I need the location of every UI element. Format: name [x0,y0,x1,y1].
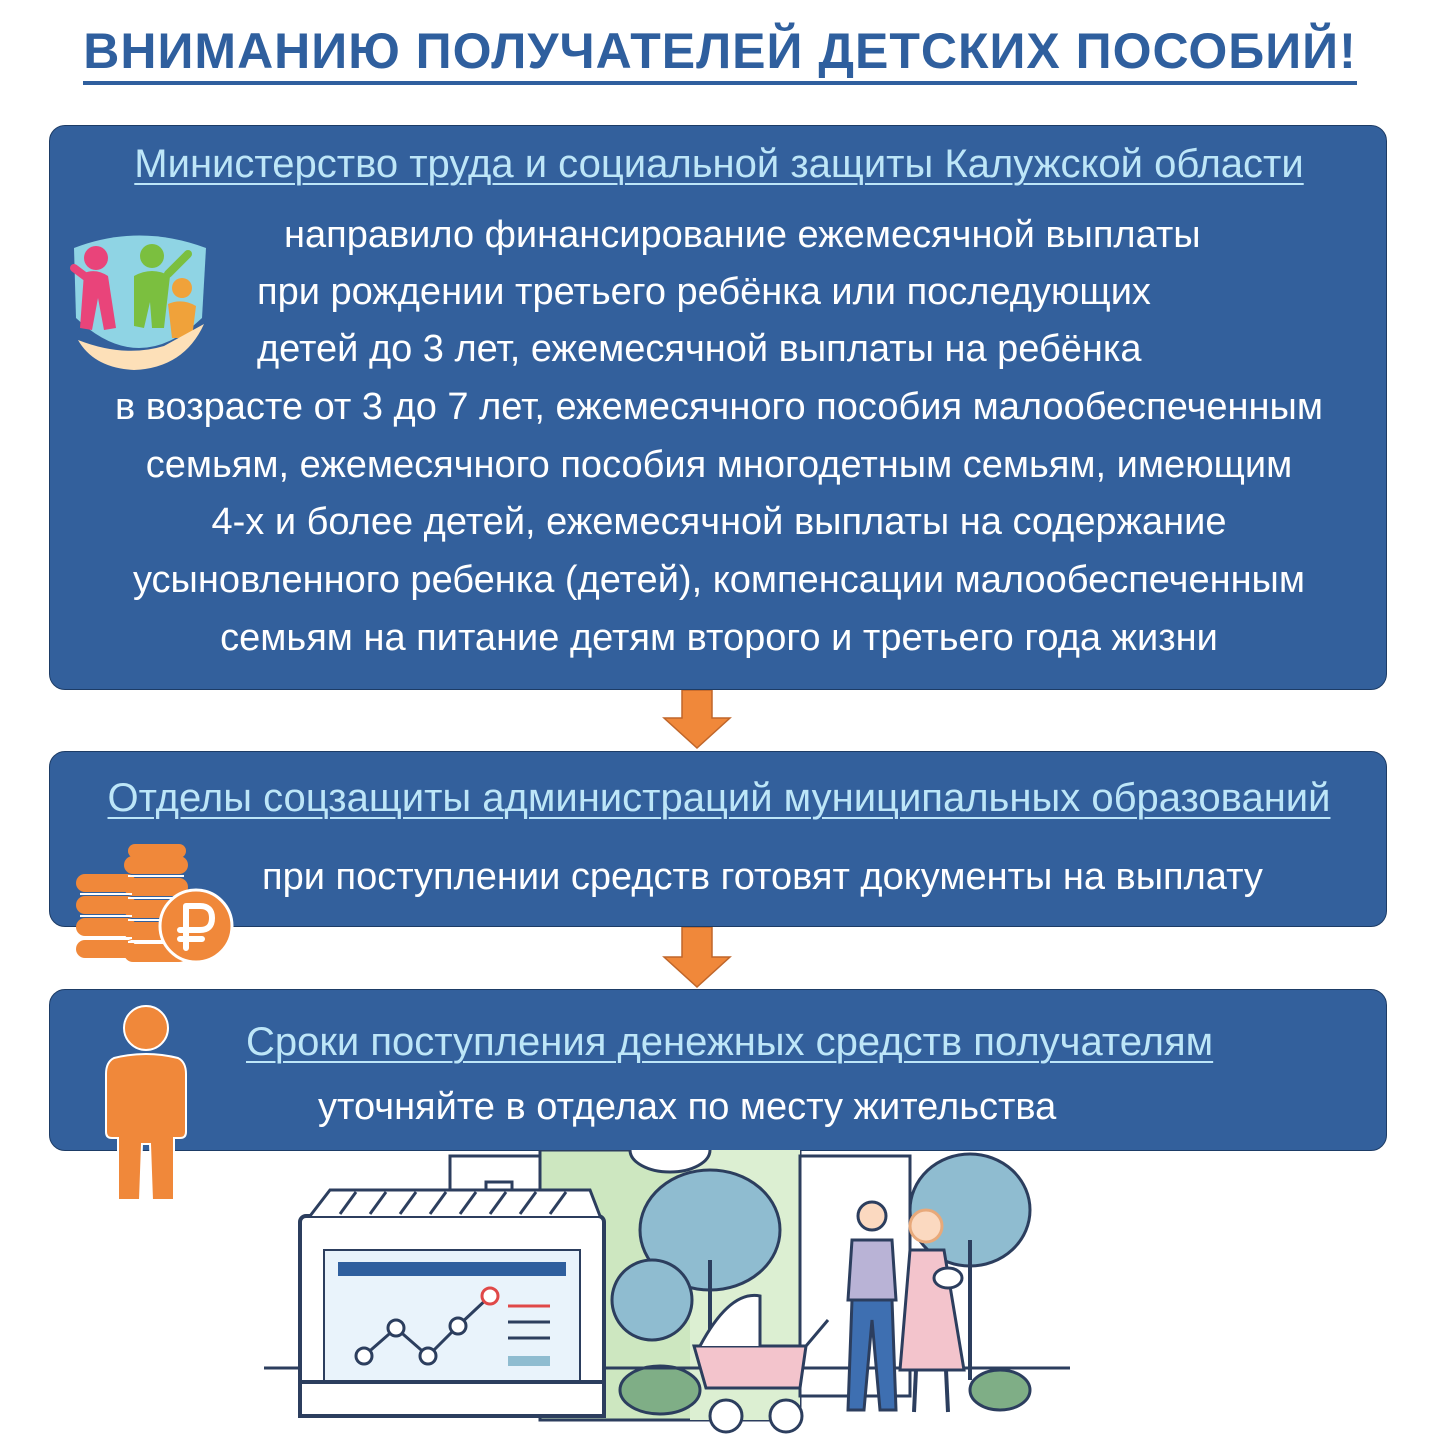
ministry-block [49,125,1387,690]
ministry-line-6: 4-х и более детей, ежемесячной выплаты на содержание [211,501,1227,543]
ministry-heading: Министерство труда и социальной защиты Калужской области [134,142,1304,186]
page-title [0,22,1440,80]
ministry-line-1: направило финансирование ежемесячной выплаты [284,214,1201,256]
ministry-line-7: усыновленного ребенка (детей), компенсации малообеспеченным [132,559,1305,601]
terms-block [49,989,1387,1151]
social-dept-text: при поступлении средств готовят документы на выплату [262,856,1263,898]
ministry-line-5: семьям, ежемесячного пособия многодетным семьям, имеющим [145,444,1293,486]
person-icon [100,1004,192,1204]
page-title-text: ВНИМАНИЮ ПОЛУЧАТЕЛЕЙ ДЕТСКИХ ПОСОБИЙ! [83,23,1356,85]
ministry-line-3: детей до 3 лет, ежемесячной выплаты на ребёнка [257,328,1142,370]
ministry-line-2: при рождении третьего ребёнка или последующих [257,271,1151,313]
social-dept-block [49,751,1387,927]
ruble-coins-icon [74,844,234,968]
family-hands-icon [64,228,214,376]
social-dept-heading: Отделы соцзащиты администраций муниципальных образований [107,776,1331,820]
family-city-illustration [260,1150,1080,1440]
ministry-line-8: семьям на питание детям второго и третьего года жизни [220,617,1218,659]
terms-text: уточняйте в отделах по месту жительства [318,1086,1057,1128]
down-arrow-icon-2 [662,927,732,989]
ministry-line-4: в возрасте от 3 до 7 лет, ежемесячного пособия малообеспеченным [115,386,1323,428]
terms-heading: Сроки поступления денежных средств получателям [246,1020,1214,1064]
down-arrow-icon [662,690,732,750]
